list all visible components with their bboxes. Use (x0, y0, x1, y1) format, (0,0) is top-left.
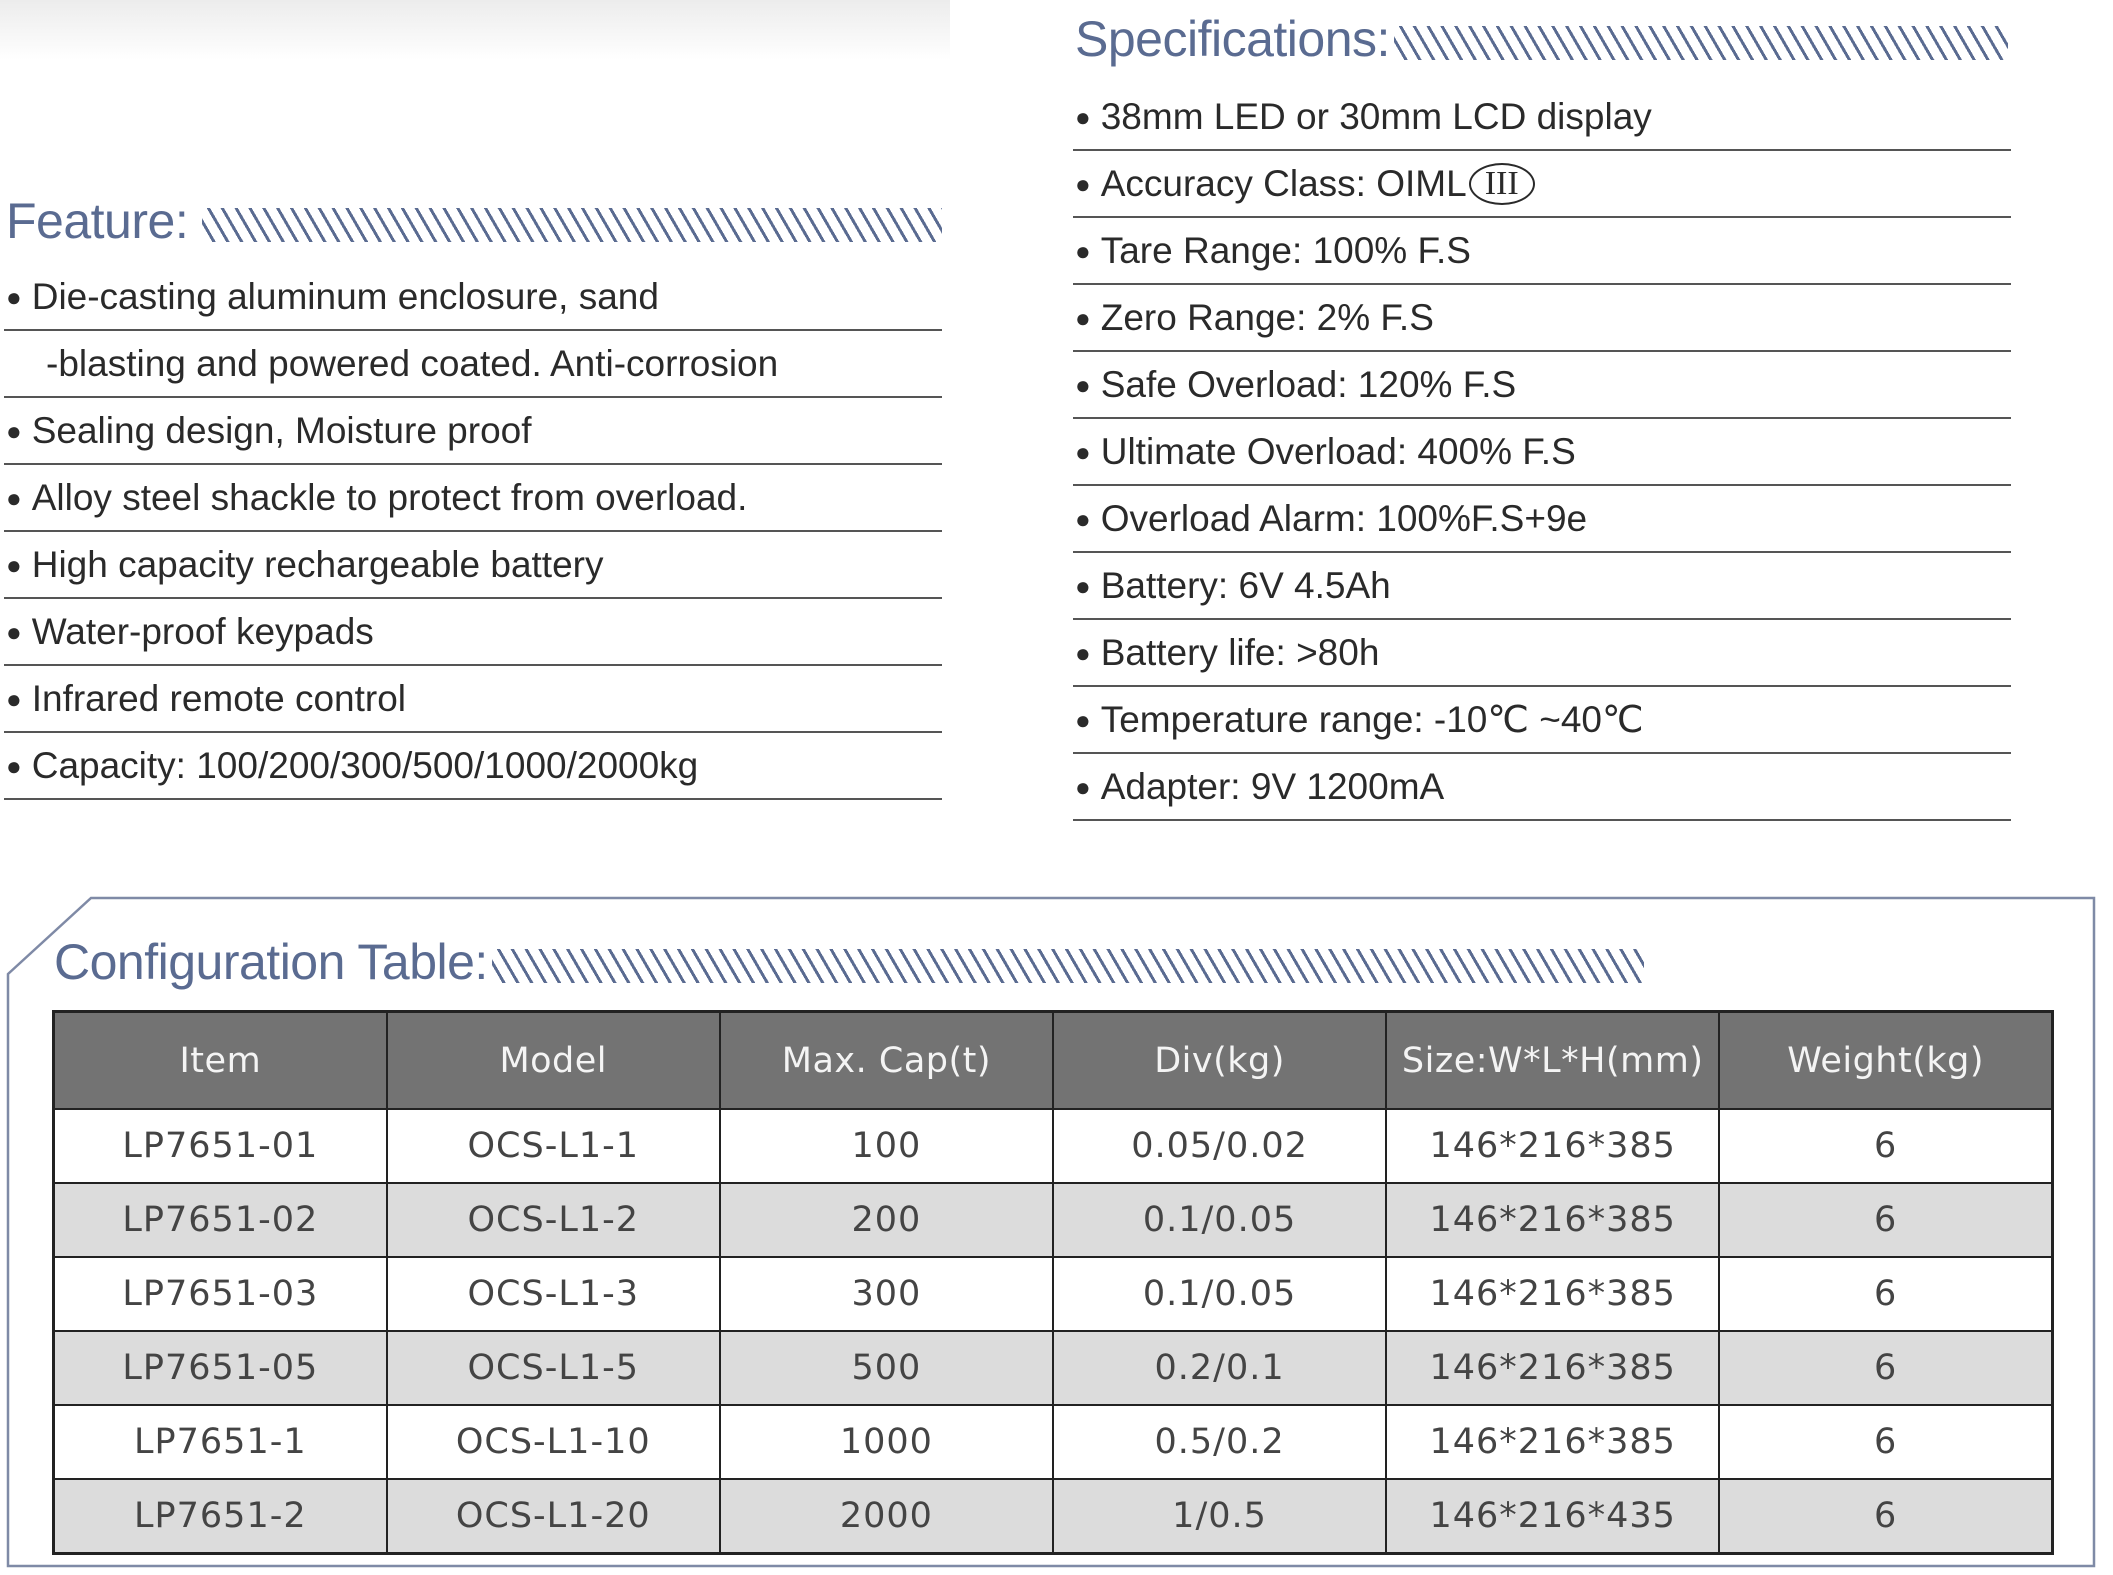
bullet-icon: ● (6, 482, 22, 513)
config-title: Configuration Table: (54, 934, 488, 990)
cell-max-cap: 2000 (720, 1479, 1053, 1554)
feature-item: ● Water-proof keypads (4, 599, 942, 666)
bullet-icon: ● (1075, 101, 1091, 132)
config-title-row (54, 934, 1644, 990)
bullet-icon: ● (1075, 235, 1091, 266)
specifications-title: Specifications: (1075, 11, 1390, 67)
bullet-icon: ● (1075, 637, 1091, 668)
feature-item: ● Infrared remote control (4, 666, 942, 733)
cell-item: LP7651-02 (54, 1183, 387, 1257)
feature-item: ● Capacity: 100/200/300/500/1000/2000kg (4, 733, 942, 800)
cell-model: OCS-L1-5 (387, 1331, 720, 1405)
header-size: Size:W*L*H(mm) (1386, 1012, 1719, 1110)
specifications-title-hatch (1394, 26, 2008, 60)
cell-item: LP7651-1 (54, 1405, 387, 1479)
bullet-icon: ● (1075, 771, 1091, 802)
spec-item: ● Zero Range: 2% F.S (1073, 285, 2011, 352)
configuration-table (52, 1010, 2054, 1555)
cell-weight: 6 (1719, 1109, 2052, 1183)
cell-size: 146*216*385 (1386, 1109, 1719, 1183)
feature-title-hatch (202, 208, 942, 242)
spec-item: ● Temperature range: -10℃ ~40℃ (1073, 687, 2011, 754)
cell-model: OCS-L1-10 (387, 1405, 720, 1479)
header-model: Model (387, 1012, 720, 1110)
spec-item: ● Adapter: 9V 1200mA (1073, 754, 2011, 821)
bullet-icon: ● (6, 616, 22, 647)
cell-weight: 6 (1719, 1183, 2052, 1257)
cell-max-cap: 100 (720, 1109, 1053, 1183)
table-row (54, 1331, 2053, 1405)
bullet-icon: ● (6, 750, 22, 781)
spec-item: ● Battery: 6V 4.5Ah (1073, 553, 2011, 620)
cell-div: 0.5/0.2 (1053, 1405, 1386, 1479)
table-row (54, 1183, 2053, 1257)
bullet-icon: ● (1075, 436, 1091, 467)
bullet-icon: ● (6, 281, 22, 312)
cell-model: OCS-L1-1 (387, 1109, 720, 1183)
cell-div: 0.05/0.02 (1053, 1109, 1386, 1183)
feature-title-row (6, 193, 942, 249)
cell-size: 146*216*385 (1386, 1257, 1719, 1331)
cell-div: 1/0.5 (1053, 1479, 1386, 1554)
bullet-icon: ● (6, 683, 22, 714)
feature-title: Feature: (6, 193, 189, 249)
feature-item: -blasting and powered coated. Anti-corrosion (4, 331, 942, 398)
cell-item: LP7651-2 (54, 1479, 387, 1554)
feature-item: ● Die-casting aluminum enclosure, sand (4, 264, 942, 331)
feature-list (4, 264, 942, 800)
table-row (54, 1109, 2053, 1183)
header-max-cap: Max. Cap(t) (720, 1012, 1053, 1110)
specifications-list (1073, 84, 2011, 821)
cell-model: OCS-L1-20 (387, 1479, 720, 1554)
feature-item: ● High capacity rechargeable battery (4, 532, 942, 599)
bullet-icon: ● (1075, 503, 1091, 534)
cell-weight: 6 (1719, 1479, 2052, 1554)
bullet-icon: ● (1075, 704, 1091, 735)
spec-item: ● Battery life: >80h (1073, 620, 2011, 687)
spec-item: ● Overload Alarm: 100%F.S+9e (1073, 486, 2011, 553)
cell-div: 0.2/0.1 (1053, 1331, 1386, 1405)
cell-weight: 6 (1719, 1405, 2052, 1479)
cell-max-cap: 300 (720, 1257, 1053, 1331)
cell-size: 146*216*435 (1386, 1479, 1719, 1554)
spec-item: ● Safe Overload: 120% F.S (1073, 352, 2011, 419)
bullet-icon: ● (1075, 369, 1091, 400)
spec-item: ● Ultimate Overload: 400% F.S (1073, 419, 2011, 486)
bullet-icon: ● (6, 415, 22, 446)
table-row (54, 1479, 2053, 1554)
bullet-icon: ● (1075, 168, 1091, 199)
feature-item: ● Alloy steel shackle to protect from overload. (4, 465, 942, 532)
cell-max-cap: 1000 (720, 1405, 1053, 1479)
cell-div: 0.1/0.05 (1053, 1183, 1386, 1257)
bullet-icon: ● (1075, 570, 1091, 601)
table-header-row (54, 1012, 2053, 1110)
header-item: Item (54, 1012, 387, 1110)
cell-max-cap: 500 (720, 1331, 1053, 1405)
cell-weight: 6 (1719, 1257, 2052, 1331)
spec-item: ● Accuracy Class: OIML III (1073, 151, 2011, 218)
table-row (54, 1405, 2053, 1479)
cell-max-cap: 200 (720, 1183, 1053, 1257)
spec-item: ● Tare Range: 100% F.S (1073, 218, 2011, 285)
header-weight: Weight(kg) (1719, 1012, 2052, 1110)
bullet-icon: ● (6, 549, 22, 580)
cell-item: LP7651-05 (54, 1331, 387, 1405)
bullet-icon: ● (1075, 302, 1091, 333)
cell-weight: 6 (1719, 1331, 2052, 1405)
config-title-hatch (492, 949, 1644, 983)
top-shadow (0, 0, 950, 60)
cell-size: 146*216*385 (1386, 1183, 1719, 1257)
spec-item: ● 38mm LED or 30mm LCD display (1073, 84, 2011, 151)
cell-item: LP7651-01 (54, 1109, 387, 1183)
cell-size: 146*216*385 (1386, 1331, 1719, 1405)
oiml-class-badge: III (1469, 163, 1535, 205)
table-row (54, 1257, 2053, 1331)
cell-model: OCS-L1-3 (387, 1257, 720, 1331)
cell-model: OCS-L1-2 (387, 1183, 720, 1257)
feature-item: ● Sealing design, Moisture proof (4, 398, 942, 465)
header-div: Div(kg) (1053, 1012, 1386, 1110)
cell-size: 146*216*385 (1386, 1405, 1719, 1479)
specifications-title-row (1075, 11, 2008, 67)
cell-item: LP7651-03 (54, 1257, 387, 1331)
cell-div: 0.1/0.05 (1053, 1257, 1386, 1331)
